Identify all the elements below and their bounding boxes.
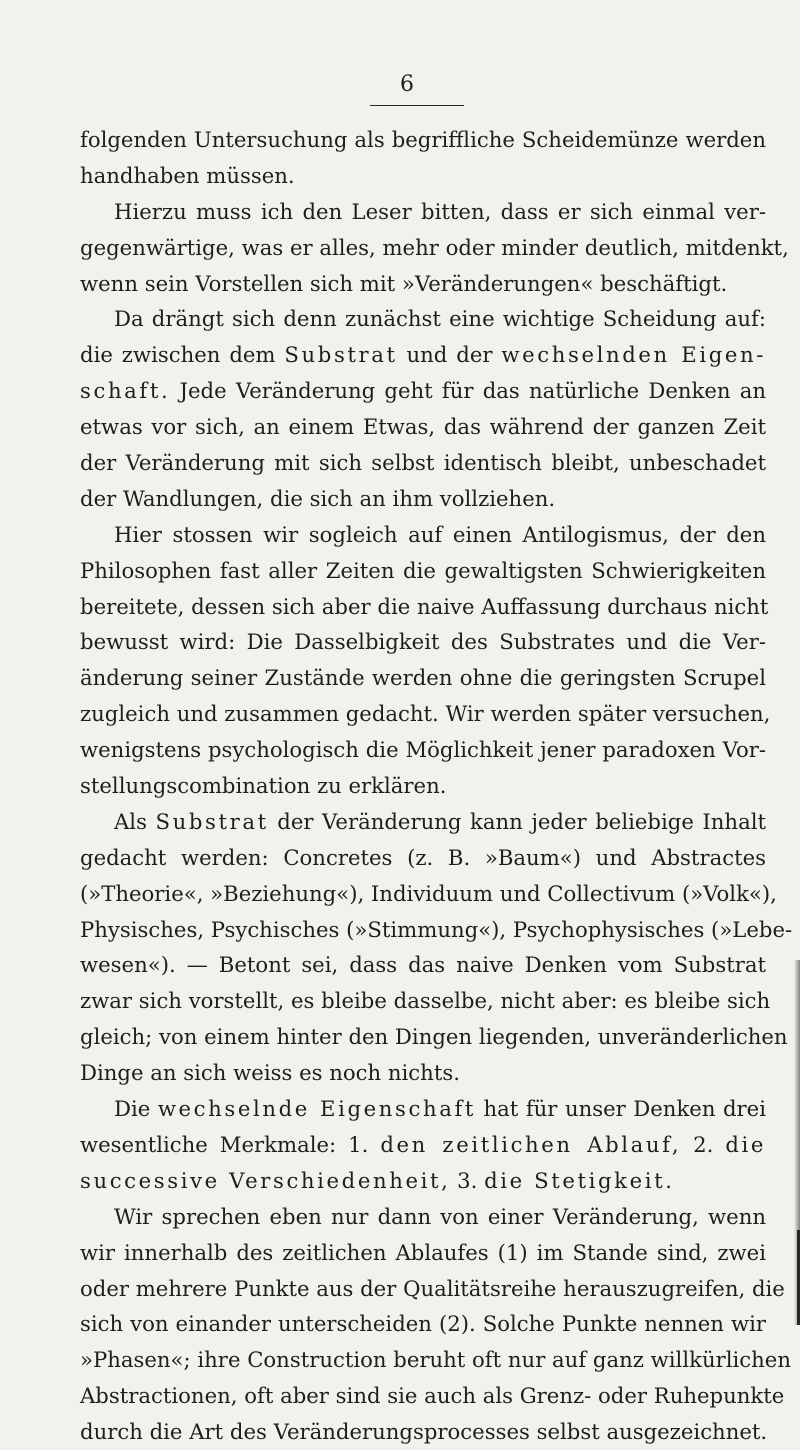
text-line (80, 1378, 785, 1414)
spaced-emphasis: Substrat (284, 342, 398, 368)
text-line (80, 1199, 766, 1235)
spaced-emphasis: wechselnden Eigen- (501, 342, 767, 368)
text-segment: hat für unser Denken drei (476, 1096, 766, 1122)
text-segment: der Wandlungen, die sich an ihm vollziehen. (80, 485, 556, 511)
text-segment: zwar sich vorstellt, es bleibe dasselbe, nicht aber: es bleibe sich (80, 988, 771, 1014)
text-line (80, 553, 766, 589)
text-line (80, 1342, 791, 1378)
text-segment: 2. (681, 1131, 726, 1157)
text-line (80, 912, 793, 948)
text-segment: gedacht werden: Concretes (z. B. »Baum«) und Abstractes (80, 844, 766, 870)
text-line (80, 947, 766, 983)
text-segment: wesen«). — Betont sei, dass das naive Denken vom Substrat (80, 952, 766, 978)
text-line (80, 194, 766, 230)
text-line (80, 1235, 766, 1271)
text-segment: der Veränderung kann jeder beliebige Inhalt (268, 808, 766, 834)
spaced-emphasis: die Stetigkeit. (484, 1167, 675, 1193)
text-segment: stellungscombination zu erklären. (80, 773, 447, 799)
text-segment: Philosophen fast aller Zeiten die gewaltigsten Schwierigkeiten (80, 557, 766, 583)
text-line (80, 804, 766, 840)
text-line (80, 337, 766, 373)
spaced-emphasis: den zeitlichen Ablauf, (380, 1131, 682, 1157)
text-line (80, 517, 766, 553)
text-segment: sich von einander unterscheiden (2). Solche Punkte nennen wir (80, 1311, 766, 1337)
page-number: 6 (400, 72, 415, 97)
text-segment: »Phasen«; ihre Construction beruht oft nur auf ganz willkürlichen (80, 1347, 791, 1373)
text-line (80, 1414, 766, 1450)
text-line (80, 768, 766, 804)
text-line (80, 409, 766, 445)
text-line (80, 373, 766, 409)
text-segment: zugleich und zusammen gedacht. Wir werden später versuchen, (80, 701, 771, 727)
spaced-emphasis: die (725, 1131, 766, 1157)
text-segment: bereitete, dessen sich aber die naive Auffassung durchaus nicht (80, 593, 769, 619)
text-line (80, 1055, 766, 1091)
text-segment: Jede Veränderung geht für das natürliche Denken an (170, 378, 766, 404)
text-segment: gegenwärtige, was er alles, mehr oder minder deutlich, mitdenkt, (80, 234, 789, 260)
text-line (80, 589, 769, 625)
text-segment: änderung seiner Zustände werden ohne die geringsten Scrupel (80, 665, 766, 691)
text-line (80, 696, 771, 732)
header-rule (370, 105, 464, 106)
text-segment: Als (114, 808, 156, 834)
text-line (80, 1163, 766, 1199)
text-line (80, 1271, 785, 1307)
spaced-emphasis: schaft. (80, 378, 171, 404)
text-line (80, 266, 766, 302)
text-segment: Hier stossen wir sogleich auf einen Antilogismus, der den (114, 521, 766, 547)
text-segment: Hierzu muss ich den Leser bitten, dass er sich einmal ver- (114, 198, 766, 224)
text-segment: der Veränderung mit sich selbst identisch bleibt, unbeschadet (80, 450, 766, 476)
text-segment: (»Theorie«, »Beziehung«), Individuum und Collectivum (»Volk«), (80, 880, 777, 906)
text-segment: bewusst wird: Die Dasselbigkeit des Substrates und die Ver- (80, 629, 766, 655)
text-segment: wir innerhalb des zeitlichen Ablaufes (1) im Stande sind, zwei (80, 1239, 766, 1265)
text-segment: Dinge an sich weiss es noch nichts. (80, 1060, 460, 1086)
text-segment: wenigstens psychologisch die Möglichkeit jener paradoxen Vor- (80, 737, 766, 763)
text-segment: folgenden Untersuchung als begriffliche Scheidemünze werden (80, 127, 766, 152)
text-line (80, 983, 771, 1019)
text-segment: durch die Art des Veränderungsprocesses selbst ausgezeichnet. (80, 1419, 768, 1445)
text-segment: etwas vor sich, an einem Etwas, das während der ganzen Zeit (80, 414, 766, 440)
text-line (80, 230, 789, 266)
text-segment: Da drängt sich denn zunächst eine wichtige Scheidung auf: (114, 306, 766, 332)
text-segment: gleich; von einem hinter den Dingen liegenden, unveränderlichen (80, 1024, 788, 1050)
text-line (80, 1019, 788, 1055)
text-line (80, 660, 766, 696)
text-line (80, 1306, 766, 1342)
text-line (80, 445, 766, 481)
body-text (80, 122, 793, 1450)
text-segment: Die (114, 1096, 158, 1122)
text-line (80, 624, 766, 660)
text-line (80, 840, 766, 876)
text-line (80, 122, 766, 158)
text-segment: handhaben müssen. (80, 162, 295, 188)
text-segment: oder mehrere Punkte aus der Qualitätsreihe herauszugreifen, die (80, 1275, 785, 1301)
text-segment: die zwischen dem (80, 342, 285, 368)
text-segment: 3. (450, 1167, 485, 1193)
text-line (80, 301, 766, 337)
text-line (80, 481, 766, 517)
text-line (80, 1091, 766, 1127)
text-segment: Wir sprechen eben nur dann von einer Veränderung, wenn (114, 1203, 766, 1229)
text-segment: wenn sein Vorstellen sich mit »Veränderungen« beschäftigt. (80, 270, 728, 296)
text-segment: Abstractionen, oft aber sind sie auch als Grenz- oder Ruhepunkte (80, 1383, 785, 1409)
spaced-emphasis: Substrat (155, 808, 269, 834)
spaced-emphasis: successive Verschiedenheit, (80, 1167, 451, 1193)
text-segment: und der (397, 342, 502, 368)
text-line (80, 158, 766, 194)
text-line (80, 876, 777, 912)
text-segment: wesentliche Merkmale: 1. (80, 1131, 381, 1157)
text-line (80, 1127, 766, 1163)
text-segment: Physisches, Psychisches (»Stimmung«), Psychophysisches (»Lebe- (80, 916, 793, 942)
text-line (80, 732, 766, 768)
spaced-emphasis: wechselnde Eigenschaft (157, 1096, 477, 1122)
